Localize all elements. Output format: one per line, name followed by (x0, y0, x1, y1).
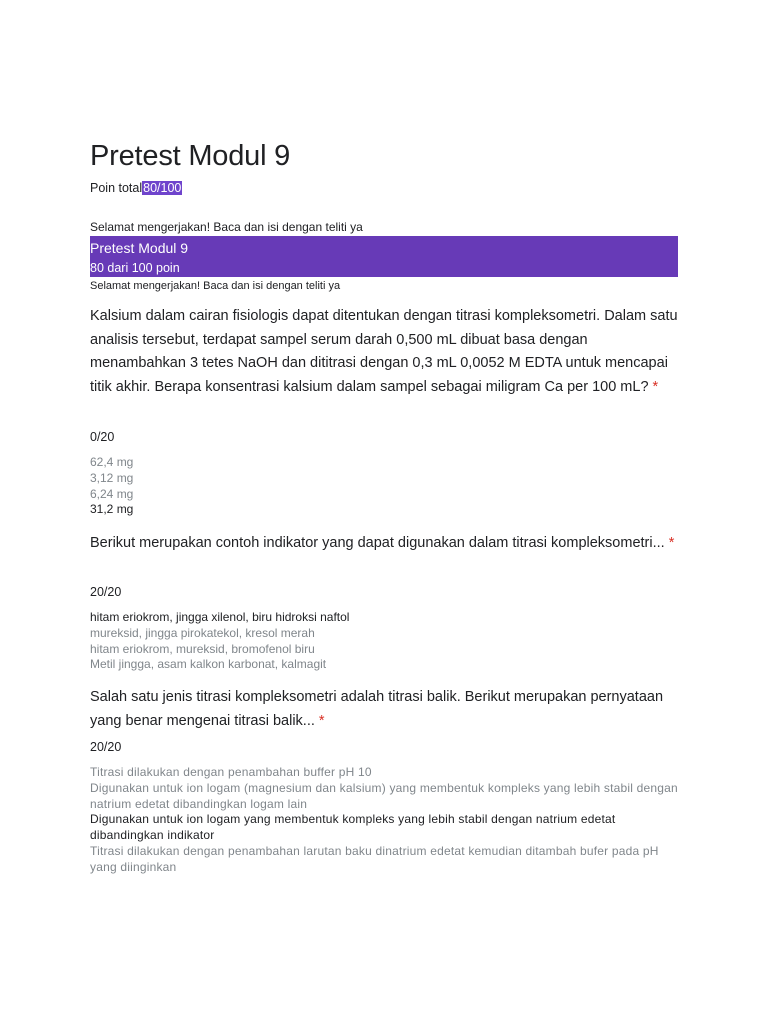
question-1-text (90, 305, 680, 399)
banner-title: Pretest Modul 9 (90, 240, 189, 256)
question-2-options (90, 610, 680, 673)
question-2-text (90, 532, 680, 556)
question-2-option-4[interactable]: Metil jingga, asam kalkon karbonat, kalmagit (90, 657, 327, 672)
total-points-label: Poin total (90, 181, 143, 195)
banner-score: 80 dari 100 poin (90, 261, 180, 275)
question-3-option-2[interactable]: Digunakan untuk ion logam (magnesium dan kalsium) yang membentuk kompleks yang lebih stabil dengan natrium edetat dibandingkan logam lain (90, 780, 678, 811)
question-3-label: Salah satu jenis titrasi kompleksometri adalah titrasi balik. Berikut merupakan pernyataan yang benar mengenai titrasi balik... (90, 689, 664, 729)
page-title: Pretest Modul 9 (90, 140, 291, 172)
question-3-score: 20/20 (90, 740, 122, 754)
required-mark: * (652, 378, 659, 395)
required-mark: * (668, 535, 675, 551)
question-3-options (90, 765, 680, 876)
form-header-banner (90, 236, 678, 277)
question-1-option-1[interactable]: 62,4 mg (90, 455, 134, 469)
question-2-score: 20/20 (90, 585, 122, 599)
form-welcome-text: Selamat mengerjakan! Baca dan isi dengan teliti ya (90, 220, 363, 234)
question-1-option-4[interactable]: 31,2 mg (90, 502, 134, 517)
question-3-text (90, 686, 680, 733)
total-points-value: 80/100 (143, 181, 182, 195)
question-3-option-4[interactable]: Titrasi dilakukan dengan penambahan larutan baku dinatrium edetat kemudian ditambah bufer pada pH yang diinginkan (90, 843, 659, 874)
question-1-options (90, 455, 680, 518)
question-1-option-2[interactable]: 3,12 mg (90, 470, 134, 485)
question-2-option-1[interactable]: hitam eriokrom, jingga xilenol, biru hidroksi naftol (90, 610, 350, 624)
question-2-option-3[interactable]: hitam eriokrom, mureksid, bromofenol biru (90, 641, 315, 656)
question-1-option-3[interactable]: 6,24 mg (90, 486, 134, 501)
question-2-label: Berikut merupakan contoh indikator yang dapat digunakan dalam titrasi kompleksometri... (90, 535, 665, 551)
total-points-row (90, 181, 182, 195)
required-mark: * (318, 712, 325, 729)
question-1-label: Kalsium dalam cairan fisiologis dapat ditentukan dengan titrasi kompleksometri. Dalam satu analisis tersebut, terdapat sampel serum darah 0,500 mL dibuat basa dengan menambahkan 3 tetes NaOH dan dititrasi dengan 0,3 mL 0,0052 M EDTA untuk mencapai titik akhir. Berapa konsentrasi kalsium dalam sampel sebagai miligram Ca per 100 mL? (90, 308, 678, 395)
form-description: Selamat mengerjakan! Baca dan isi dengan teliti ya (90, 280, 341, 292)
question-3-option-1[interactable]: Titrasi dilakukan dengan penambahan buffer pH 10 (90, 765, 372, 779)
question-3-option-3[interactable]: Digunakan untuk ion logam yang membentuk kompleks yang lebih stabil dengan natrium edetat dibandingkan indikator (90, 812, 616, 843)
question-1-score: 0/20 (90, 430, 115, 444)
question-2-option-2[interactable]: mureksid, jingga pirokatekol, kresol merah (90, 625, 315, 640)
